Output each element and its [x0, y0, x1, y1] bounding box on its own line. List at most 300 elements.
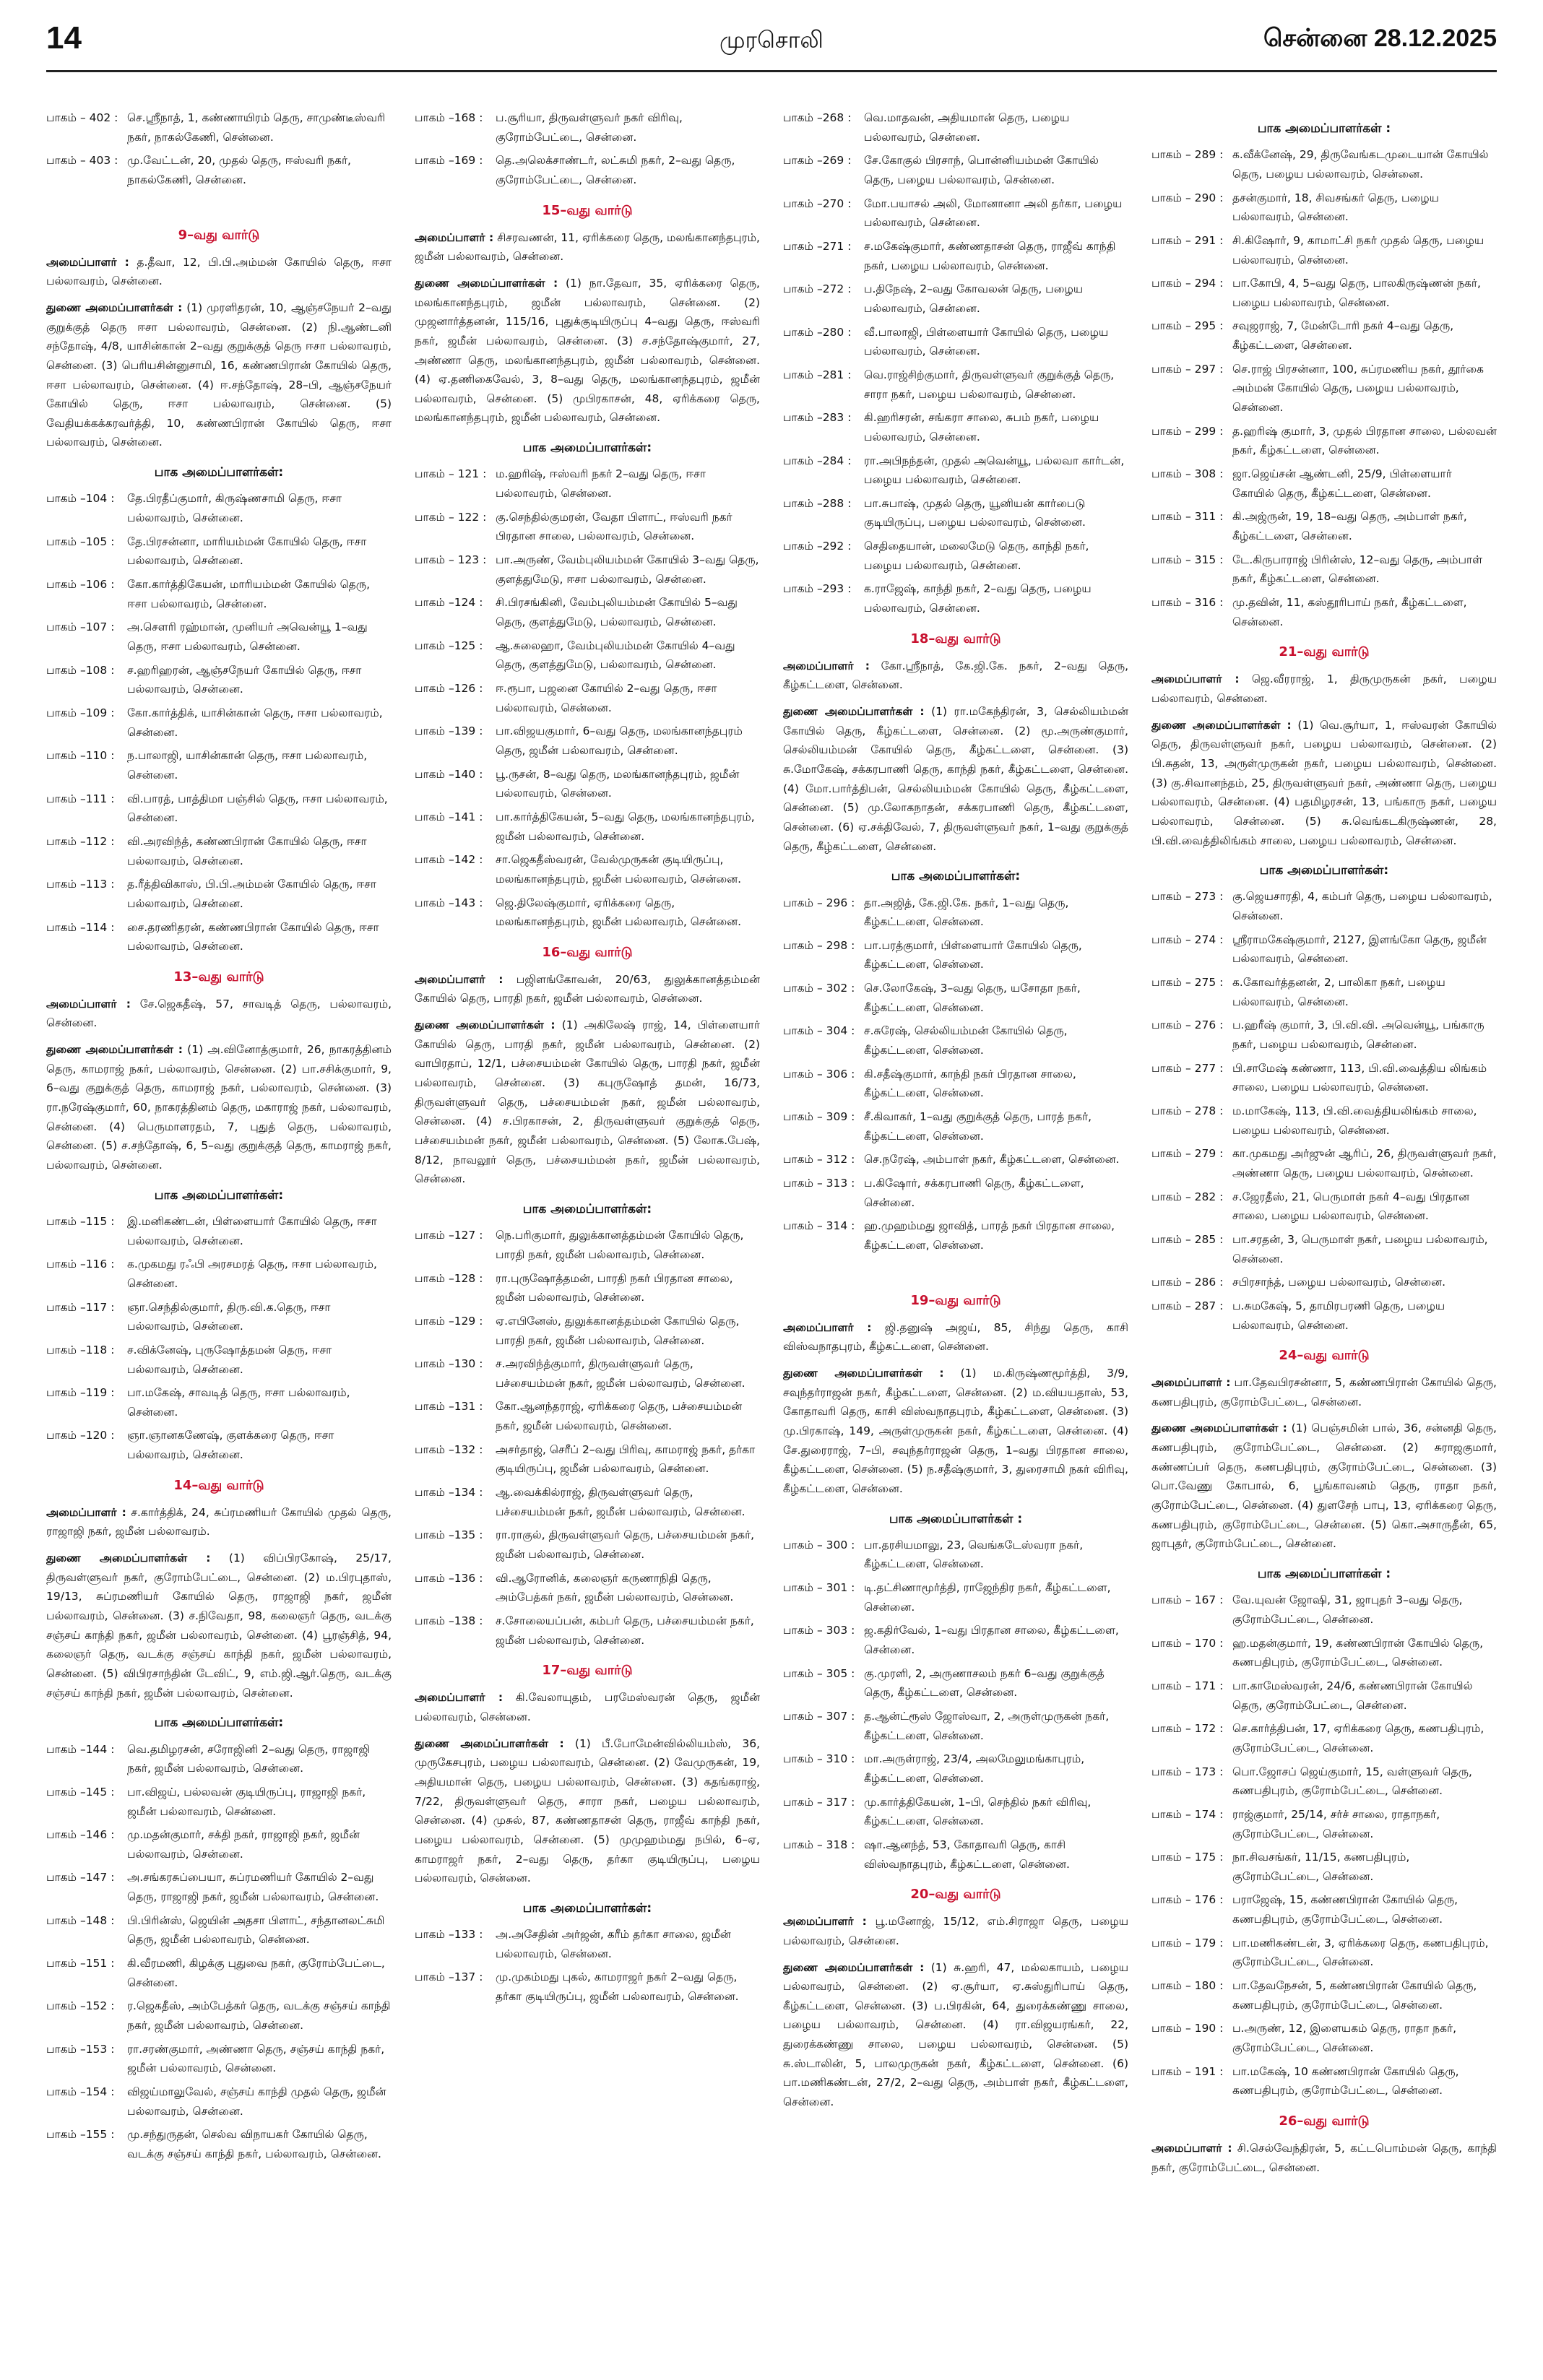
booth-entry	[415, 679, 760, 717]
deputy-organisers-paragraph	[783, 702, 1128, 856]
booth-organiser-address: பா.தரசியமாலு, 23, வெங்கடேஸ்வரா நகர், கீழ்கட்டளை, சென்னை.	[864, 1538, 1084, 1571]
ward-17	[415, 1660, 760, 1919]
booth-organiser-address: நா.சிவசங்கர், 11/15, கணபதிபுரம், குரோம்பேட்டை, சென்னை.	[1232, 1851, 1410, 1883]
booth-organiser-address: வி.ஆரோனிக், கலைஞர் கருணாநிதி தெரு, அம்பேத்கர் நகர், ஜமீன் பல்லாவரம், சென்னை.	[496, 1571, 734, 1604]
booth-organiser-address: செ.கார்த்திபன், 17, ஏரிக்கரை தெரு, கணபதிபுரம், குரோம்பேட்டை, சென்னை.	[1232, 1722, 1484, 1754]
booth-organiser-address: பா.மகேஷ், சாவடித் தெரு, ஈசா பல்லாவரம், சென்னை.	[127, 1386, 350, 1419]
booth-entry	[1151, 2019, 1497, 2057]
booth-number: பாகம் –155 :	[46, 2128, 115, 2142]
organiser-text: சே.ஜெகதீஷ், 57, சாவடித் தெரு, பல்லாவரம், சென்னை.	[46, 997, 392, 1030]
organiser-label: அமைப்பாளர் :	[415, 972, 503, 986]
booth-number: பாகம் – 307 :	[783, 1710, 855, 1723]
booth-number: பாகம் – 173 :	[1151, 1765, 1224, 1778]
booth-entry	[415, 550, 760, 589]
booth-number: பாகம் – 299 :	[1151, 424, 1224, 438]
booth-organiser-address: ச.அரவிந்த்குமார், திருவள்ளுவர் தெரு, பச்சையம்மன் நகர், ஜமீன் பல்லாவரம், சென்னை.	[496, 1357, 745, 1390]
booth-organiser-address: அ.அசேதின் அர்ஜன், கரீம் தர்கா சாலை, ஜமீன் பல்லாவரம், சென்னை.	[496, 1928, 731, 1960]
booth-organisers-subheading: பாக அமைப்பாளர்கள் :	[1257, 1567, 1391, 1582]
booth-organiser-address: பூ.ருசன், 8–வது தெரு, மலங்கானந்தபுரம், ஜமீன் பல்லாவரம், சென்னை.	[496, 767, 740, 800]
booth-entry	[46, 108, 392, 147]
booth-number: பாகம் –293 :	[783, 582, 852, 596]
booth-number: பாகம் –151 :	[46, 1957, 115, 1970]
booth-number: பாகம் – 297 :	[1151, 362, 1224, 376]
booth-number: பாகம் –169 :	[415, 154, 483, 168]
booth-entry	[46, 789, 392, 828]
booth-organiser-address: ச.மகேஷ்குமார், கண்ணதாசன் தெரு, ராஜீவ் காந்தி நகர், பழைய பல்லாவரம், சென்னை.	[864, 239, 1116, 272]
booth-entry	[783, 494, 1128, 532]
columns	[46, 108, 1497, 2362]
ward-13	[46, 966, 392, 1206]
booth-organiser-address: ம.ஹரிஷ், ஈஸ்வரி நகர் 2–வது தெரு, ஈசா பல்லாவரம், சென்னை.	[496, 467, 706, 501]
booth-entry	[1151, 1890, 1497, 1929]
booth-organiser-address: ரா.அபிநந்தன், முதல் அவென்யூ, பல்லவா கார்டன், பழைய பல்லாவரம், சென்னை.	[864, 454, 1125, 487]
booth-organiser-address: பா.தேவநேசன், 5, கண்ணபிரான் கோயில் தெரு, கணபதிபுரம், குரோம்பேட்டை, சென்னை.	[1232, 1979, 1477, 2012]
booth-number: பாகம் –139 :	[415, 724, 483, 738]
booth-organiser-address: டே.கிருபாராஜ் பிரின்ஸ், 12–வது தெரு, அம்பாள் நகர், கீழ்கட்டளை, சென்னை.	[1232, 553, 1483, 586]
booth-entry	[415, 1440, 760, 1479]
booth-number: பாகம் –269 :	[783, 154, 852, 168]
booth-entry	[46, 1868, 392, 1906]
list	[46, 1212, 392, 1465]
booth-number: பாகம் – 290 :	[1151, 191, 1224, 204]
booth-entry	[1151, 422, 1497, 460]
booth-number: பாகம் – 278 :	[1151, 1104, 1224, 1117]
booth-entry	[415, 593, 760, 631]
booth-number: பாகம் –137 :	[415, 1970, 483, 1984]
booth-organiser-address: பா.சரதன், 3, பெருமாள் நகர், பழைய பல்லாவரம், சென்னை.	[1232, 1232, 1488, 1265]
booth-entry	[46, 1996, 392, 2035]
booth-organiser-address: ச.ஜேரதீஸ், 21, பெருமாள் நகர் 4–வது பிரதான சாலை, பழைய பல்லாவரம், சென்னை.	[1232, 1190, 1470, 1223]
booth-number: பாகம் – 311 :	[1151, 510, 1224, 524]
booth-organiser-address: கோ.கார்த்திக், யாசின்கான் தெரு, ஈசா பல்லாவரம், சென்னை.	[127, 706, 383, 739]
booth-number: பாகம் –118 :	[46, 1343, 115, 1356]
booth-number: பாகம் – 312 :	[783, 1153, 855, 1167]
booth-entry	[415, 765, 760, 803]
booth-number: பாகம் –154 :	[46, 2085, 115, 2099]
booth-entry	[783, 979, 1128, 1017]
booth-organiser-address: மு.கார்த்திகேயன், 1–பி, செந்தில் நகர் விரிவு, கீழ்கட்டளை, சென்னை.	[864, 1795, 1092, 1828]
ward-heading: 17–வது வார்டு	[542, 1663, 633, 1679]
booth-organiser-address: வெ.ராஜ்சிற்குமார், திருவள்ளுவர் குறுக்குத் தெரு, சாரா நகர், பழைய பல்லாவரம், சென்னை.	[864, 368, 1115, 401]
booth-organiser-address: பி.பிரின்ஸ், ஜெயின் அதசா பிளாட், சந்தானலட்சுமி தெரு, ஜமீன் பல்லாவரம், சென்னை.	[127, 1913, 385, 1947]
booth-entry	[783, 451, 1128, 490]
booth-entry	[1151, 1187, 1497, 1226]
booth-organisers-subheading: பாக அமைப்பாளர்கள்:	[891, 869, 1021, 884]
organiser-paragraph	[46, 1503, 392, 1541]
organiser-paragraph	[415, 970, 760, 1008]
booth-organiser-address: பா.அருண், வேம்புலியம்மன் கோயில் 3–வது தெரு, குளத்துமேடு, ஈசா பல்லாவரம், சென்னை.	[496, 553, 759, 586]
booth-number: பாகம் – 122 :	[415, 510, 487, 524]
list	[783, 108, 1128, 618]
booth-number: பாகம் – 291 :	[1151, 233, 1224, 247]
ward-heading: 13–வது வார்டு	[173, 969, 264, 985]
booth-organiser-address: ஞா.ஞானகணேஷ், குளக்கரை தெரு, ஈசா பல்லாவரம், சென்னை.	[127, 1429, 334, 1462]
booth-entry	[1151, 507, 1497, 545]
booth-number: பாகம் – 302 :	[783, 982, 855, 995]
booth-entry	[46, 2082, 392, 2121]
booth-number: பாகம் – 167 :	[1151, 1593, 1224, 1607]
booth-organiser-address: தே.பிரதீப்குமார், கிருஷ்ணசாமி தெரு, ஈசா பல்லாவரம், சென்னை.	[127, 492, 342, 525]
deputy-organisers-paragraph	[415, 1016, 760, 1189]
booth-entry	[46, 1255, 392, 1293]
booth-entry	[783, 1793, 1128, 1831]
ward-24	[1151, 1345, 1497, 1585]
ward-21	[1151, 641, 1497, 881]
booth-number: பாகம் –145 :	[46, 1785, 115, 1799]
booth-number: பாகம் –108 :	[46, 663, 115, 677]
booth-organiser-address: ஜெ.திலேஷ்குமார், ஏரிக்கரை தெரு, மலங்கானந்தபுரம், ஜமீன் பல்லாவரம், சென்னை.	[496, 896, 742, 929]
booth-number: பாகம் – 175 :	[1151, 1851, 1224, 1864]
ward-18	[783, 628, 1128, 888]
deputy-organisers-label: துணை அமைப்பாளர்கள் :	[1151, 1421, 1287, 1435]
booth-organiser-address: ச.விக்னேஷ், புருஷோத்தமன் தெரு, ஈசா பல்லாவரம், சென்னை.	[127, 1343, 332, 1376]
booth-organiser-address: க.முகமது ரஃபி அரசமரத் தெரு, ஈசா பல்லாவரம், சென்னை.	[127, 1258, 377, 1290]
booth-entry	[415, 1312, 760, 1350]
booth-entry	[1151, 1297, 1497, 1335]
booth-organiser-address: ரா.புருஷோத்தமன், பாரதி நகர் பிரதான சாலை, ஜமீன் பல்லாவரம், சென்னை.	[496, 1271, 733, 1304]
booth-number: பாகம் –128 :	[415, 1271, 483, 1285]
booth-organiser-address: மோ.பயாசல் அலி, மோனானா அலி தர்கா, பழைய பல்லாவரம், சென்னை.	[864, 196, 1123, 230]
booth-number: பாகம் – 303 :	[783, 1624, 855, 1637]
booth-organiser-address: வெ.தமிழரசன், சரோஜினி 2–வது தெரு, ராஜாஜி நகர், ஜமீன் பல்லாவரம், சென்னை.	[127, 1742, 371, 1775]
deputy-organisers-paragraph	[46, 1040, 392, 1175]
booth-number: பாகம் – 179 :	[1151, 1936, 1224, 1950]
booth-number: பாகம் – 305 :	[783, 1666, 855, 1680]
booth-organisers-subheading: பாக அமைப்பாளர்கள்:	[522, 441, 652, 456]
booth-organiser-address: ப.திநேஷ், 2–வது கோவலன் தெரு, பழைய பல்லாவரம், சென்னை.	[864, 282, 1084, 315]
booth-number: பாகம் –271 :	[783, 239, 852, 253]
ward-9	[46, 225, 392, 484]
booth-entry	[783, 537, 1128, 575]
booth-organiser-address: கா.முகமது அர்ஜுன் ஆரிப், 26, திருவள்ளுவர் நகர், அண்ணா தெரு, பழைய பல்லாவரம், சென்னை.	[1232, 1147, 1497, 1180]
booth-organiser-address: செ.நரேஷ், அம்பாள் நகர், கீழ்கட்டளை, சென்னை.	[864, 1153, 1120, 1167]
deputy-organisers-paragraph	[783, 1364, 1128, 1499]
section-subheading: பாக அமைப்பாளர்கள் :	[1257, 121, 1391, 136]
booth-number: பாகம் –268 :	[783, 111, 852, 124]
booth-number: பாகம் – 317 :	[783, 1795, 855, 1809]
booth-entry	[46, 532, 392, 571]
booth-number: பாகம் –124 :	[415, 596, 483, 610]
booth-entry	[46, 1825, 392, 1864]
booth-number: பாகம் –133 :	[415, 1928, 483, 1942]
booth-organiser-address: தா.அஜித், கே.ஜி.கே. நகர், 1–வது தெரு, கீழ்கட்டளை, சென்னை.	[864, 896, 1069, 929]
organiser-text: த.தீவா, 12, பி.பி.அம்மன் கோயில் தெரு, ஈசா பல்லாவரம், சென்னை.	[46, 255, 392, 288]
booth-entry	[415, 1925, 760, 1963]
booth-organiser-address: க.ராஜேஷ், காந்தி நகர், 2–வது தெரு, பழைய பல்லாவரம், சென்னை.	[864, 582, 1092, 615]
booth-number: பாகம் – 296 :	[783, 896, 855, 909]
booth-number: பாகம் – 273 :	[1151, 890, 1224, 904]
booth-organiser-address: தெ.அலெக்சாண்டர், லட்சுமி நகர், 2–வது தெரு, குரோம்பேட்டை, சென்னை.	[496, 154, 735, 186]
booth-number: பாகம் –125 :	[415, 639, 483, 652]
booth-number: பாகம் –129 :	[415, 1314, 483, 1328]
booth-entry	[46, 746, 392, 784]
booth-organiser-address: மு.வேட்டன், 20, முதல் தெரு, ஈஸ்வரி நகர், நாகல்கேணி, சென்னை.	[127, 154, 351, 186]
column-4	[1151, 108, 1497, 2362]
booth-number: பாகம் –115 :	[46, 1214, 115, 1228]
booth-number: பாகம் –114 :	[46, 920, 115, 934]
booth-number: பாகம் –117 :	[46, 1300, 115, 1314]
booth-organiser-address: இ.மனிகண்டன், பிள்ளையார் கோயில் தெரு, ஈசா பல்லாவரம், சென்னை.	[127, 1214, 377, 1247]
booth-number: பாகம் –140 :	[415, 767, 483, 781]
booth-organiser-address: கி.அஜ்ருன், 19, 18–வது தெரு, அம்பாள் நகர், கீழ்கட்டளை, சென்னை.	[1232, 510, 1467, 543]
booth-entry	[783, 1021, 1128, 1060]
deputy-organisers-text: (1) ரா.மகேந்திரன், 3, செல்லியம்மன் கோயில் தெரு, கீழ்கட்டளை, சென்னை. (2) மூ.அருண்குமார், செல்லியம்மன் கோயில் தெரு, கீழ்கட்டளை, சென்னை. (3) சு.மோகேஷ், சக்கரபாணி தெரு, காந்தி நகர், கீழ்கட்டளை, சென்னை. (4) மோ.பார்த்திபன், செல்லியம்மன் கோயில் தெரு, கீழ்கட்டளை, சென்னை. (5) மு.லோகநாதன், சக்கரபாணி தெரு, கீழ்கட்டளை, சென்னை. (6) ஏ.சக்திவேல், 7, திருவள்ளுவர் நகர், 1–வது குறுக்குத் தெரு, கீழ்கட்டளை, சென்னை.	[783, 705, 1128, 853]
booth-organiser-address: ப.சுமகேஷ், 5, தாமிரபரணி தெரு, பழைய பல்லாவரம், சென்னை.	[1232, 1299, 1445, 1332]
deputy-organisers-text: (1) வெ.சூர்யா, 1, ஈஸ்வரன் கோயில் தெரு, திருவள்ளுவர் நகர், பழைய பல்லாவரம், சென்னை. (2) பி.சுதன், 13, அருள்முருகன் நகர், பழைய பல்லாவரம், சென்னை. (3) கு.சிவானந்தம், 25, திருவள்ளுவர் நகர், அண்ணா தெரு, பழைய பல்லாவரம், சென்னை. (4) பதமிழரசன், 13, பங்காரு நகர், பழைய பல்லாவரம், சென்னை. (5) சு.வெங்கடகிருஷ்ணன், 28, பி.வி.வைத்திலிங்கம் சாலை, பழைய பல்லாவரம், சென்னை.	[1151, 718, 1497, 847]
booth-number: பாகம் –283 :	[783, 411, 852, 425]
booth-entry	[1151, 887, 1497, 925]
booth-organiser-address: ஹ.முஹம்மது ஜாவித், பாரத் நகர் பிரதான சாலை, கீழ்கட்டளை, சென்னை.	[864, 1219, 1115, 1252]
booth-entry	[783, 1835, 1128, 1874]
booth-entry	[415, 722, 760, 760]
booth-entry	[783, 1536, 1128, 1574]
booth-organiser-address: கோ.ஆனந்தராஜ், ஏரிக்கரை தெரு, பச்சையம்மன் நகர், ஜமீன் பல்லாவரம், சென்னை.	[496, 1400, 743, 1433]
booth-number: பாகம் – 172 :	[1151, 1722, 1224, 1736]
organiser-text: ஜி.தனுஷ் அஜய், 85, சிந்து தெரு, காசி விஸ்வநாதபுரம், கீழ்கட்டளை, சென்னை.	[783, 1320, 1128, 1354]
column-1	[46, 108, 392, 2362]
booth-organiser-address: பா.விஜயகுமார், 6–வது தெரு, மலங்கானந்தபுரம் தெரு, ஜமீன் பல்லாவரம், சென்னை.	[496, 724, 743, 757]
booth-number: பாகம் –288 :	[783, 496, 852, 510]
organiser-label: அமைப்பாளர் :	[783, 1915, 867, 1929]
booth-entry	[783, 108, 1128, 147]
booth-number: பாகம் – 298 :	[783, 938, 855, 952]
booth-entry	[46, 832, 392, 870]
booth-organiser-address: மு.மதன்குமார், சக்தி நகர், ராஜாஜி நகர், ஜமீன் பல்லாவரம், சென்னை.	[127, 1828, 360, 1861]
booth-entry	[783, 1749, 1128, 1788]
deputy-organisers-label: துணை அமைப்பாளர்கள் :	[46, 300, 183, 314]
booth-entry	[783, 579, 1128, 618]
ward-heading: 18–வது வார்டு	[910, 631, 1001, 646]
list	[46, 489, 392, 956]
ward-15	[415, 200, 760, 459]
column-2	[415, 108, 760, 2362]
booth-entry	[1151, 231, 1497, 269]
booth-entry	[1151, 1762, 1497, 1801]
booth-entry	[46, 875, 392, 913]
list	[1151, 887, 1497, 1335]
booth-number: பாகம் – 170 :	[1151, 1636, 1224, 1650]
booth-number: பாகம் –144 :	[46, 1742, 115, 1756]
ward-heading: 15–வது வார்டு	[542, 202, 633, 218]
booth-entry	[46, 1212, 392, 1250]
booth-organiser-address: செ.லோகேஷ், 3–வது தெரு, யசோதா நகர், கீழ்கட்டளை, சென்னை.	[864, 982, 1081, 1014]
booth-number: பாகம் –106 :	[46, 578, 115, 591]
booth-entry	[1151, 316, 1497, 355]
booth-number: பாகம் –112 :	[46, 834, 115, 848]
booth-organiser-address: கி.ஹரிசரன், சங்கரா சாலை, சுபம் நகர், பழைய பல்லாவரம், சென்னை.	[864, 411, 1099, 443]
booth-entry	[1151, 464, 1497, 503]
organiser-label: அமைப்பாளர் :	[46, 997, 131, 1011]
booth-number: பாகம் –111 :	[46, 792, 115, 805]
ward-heading: 14–வது வார்டு	[173, 1477, 264, 1493]
booth-entry	[1151, 1805, 1497, 1843]
list	[415, 464, 760, 931]
booth-entry	[46, 661, 392, 699]
booth-organiser-address: ப.அருண், 12, இளையகம் தெரு, ராதா நகர், குரோம்பேட்டை, சென்னை.	[1232, 2022, 1457, 2055]
deputy-organisers-label: துணை அமைப்பாளர்கள் :	[415, 276, 558, 290]
booth-number: பாகம் – 318 :	[783, 1838, 855, 1851]
booth-organiser-address: பராஜேஷ், 15, கண்ணபிரான் கோயில் தெரு, கணபதிபுரம், குரோம்பேட்டை, சென்னை.	[1232, 1893, 1458, 1926]
booth-organiser-address: ஆ.வைக்கில்ராஜ், திருவள்ளுவர் தெரு, பச்சையம்மன் நகர், ஜமீன் பல்லாவரம், சென்னை.	[496, 1486, 745, 1518]
booth-organiser-address: ஞா.செந்தில்குமார், திரு.வி.க.தெரு, ஈசா பல்லாவரம், சென்னை.	[127, 1300, 331, 1333]
booth-organiser-address: சி.கிஷோர், 9, காமாட்சி நகர் முதல் தெரு, பழைய பல்லாவரம், சென்னை.	[1232, 233, 1484, 267]
booth-entry	[1151, 550, 1497, 589]
booth-organiser-address: பா.கார்த்திகேயன், 5–வது தெரு, மலங்கானந்தபுரம், ஜமீன் பல்லாவரம், சென்னை.	[496, 810, 755, 843]
deputy-organisers-text: (1) சு.ஹரி, 47, மல்லகாயம், பழைய பல்லாவரம், சென்னை. (2) ஏ.சூர்யா, ஏ.சுஸ்துரிபாய் தெரு, கீழ்கட்டளை, சென்னை. (3) ப.பிரகின், 64, துரைக்கண்ணு சாலை, பழைய பல்லாவரம், சென்னை. (4) ரா.விஜயரங்கர், 22, துரைக்கண்ணு சாலை, பழைய பல்லாவரம், சென்னை. (5) சு.ஸ்டாலின், 5, பாலமுருகன் நகர், கீழ்கட்டளை, சென்னை. (6) பா.மணிகண்டன், 27/2, 2–வது தெரு, அம்பாள் நகர், கீழ்கட்டளை, சென்னை.	[783, 1960, 1128, 2109]
booth-organiser-address: கு.ஜெயசாரதி, 4, கம்பர் தெரு, பழைய பல்லாவரம், சென்னை.	[1232, 890, 1492, 923]
booth-number: பாகம் –270 :	[783, 196, 852, 210]
list	[46, 108, 392, 190]
deputy-organisers-label: துணை அமைப்பாளர்கள் :	[783, 705, 925, 719]
booth-number: பாகம் –152 :	[46, 1999, 115, 2013]
booth-entry	[783, 1174, 1128, 1212]
booth-entry	[783, 1107, 1128, 1146]
booth-number: பாகம் –107 :	[46, 620, 115, 634]
booth-number: பாகம் –130 :	[415, 1357, 483, 1371]
organiser-text: ஜெ.வீரராஜ், 1, திருமுருகன் நகர், பழைய பல்லாவரம், சென்னை.	[1151, 672, 1497, 705]
deputy-organisers-label: துணை அமைப்பாளர்கள் :	[783, 1960, 925, 1974]
booth-number: பாகம் –132 :	[415, 1442, 483, 1456]
booth-organiser-address: சை.தரணிதரன், கண்ணபிரான் கோயில் தெரு, ஈசா பல்லாவரம், சென்னை.	[127, 920, 379, 953]
ward-19	[783, 1290, 1128, 1530]
booth-number: பாகம் – 275 :	[1151, 976, 1224, 990]
organiser-text: ச.கார்த்திக், 24, சுப்ரமணியர் கோயில் முதல் தெரு, ராஜாஜி நகர், ஜமீன் பல்லாவரம்.	[46, 1505, 392, 1539]
booth-number: பாகம் –110 :	[46, 749, 115, 763]
booth-entry	[783, 408, 1128, 446]
booth-organiser-address: ம.மாகேஷ், 113, பி.வி.வைத்தியலிங்கம் சாலை, பழைய பல்லாவரம், சென்னை.	[1232, 1104, 1477, 1137]
booth-organisers-subheading: பாக அமைப்பாளர்கள்:	[154, 1187, 284, 1203]
booth-number: பாகம் – 277 :	[1151, 1061, 1224, 1075]
ward-heading: 24–வது வார்டு	[1279, 1348, 1370, 1364]
booth-entry	[1151, 930, 1497, 969]
booth-number: பாகம் –135 :	[415, 1528, 483, 1542]
booth-number: பாகம் – 403 :	[46, 154, 118, 168]
booth-entry	[415, 893, 760, 932]
organiser-text: பஜிளங்கோவன், 20/63, துலுக்கானத்தம்மன் கோயில் தெரு, பாரதி நகர், ஜமீன் பல்லாவரம், சென்னை.	[415, 972, 760, 1005]
booth-organiser-address: சே.கோகுல் பிரசாந், பொன்னியம்மன் கோயில் தெரு, பழைய பல்லாவரம், சென்னை.	[864, 154, 1099, 186]
booth-number: பாகம் –280 :	[783, 325, 852, 339]
booth-number: பாகம் –148 :	[46, 1913, 115, 1927]
ward-heading: 19–வது வார்டு	[910, 1292, 1001, 1308]
booth-number: பாகம் –136 :	[415, 1571, 483, 1585]
booth-number: பாகம் – 306 :	[783, 1067, 855, 1081]
booth-organiser-address: ச.சுரேஷ், செல்லியம்மன் கோயில் தெரு, கீழ்கட்டளை, சென்னை.	[864, 1024, 1068, 1057]
booth-entry	[46, 151, 392, 189]
booth-number: பாகம் –141 :	[415, 810, 483, 823]
booth-number: பாகம் – 279 :	[1151, 1147, 1224, 1161]
booth-organiser-address: பா.கோபி, 4, 5–வது தெரு, பாலகிருஷ்ணன் நகர், பழைய பல்லாவரம், சென்னை.	[1232, 277, 1481, 309]
booth-number: பாகம் – 287 :	[1151, 1299, 1224, 1312]
booth-entry	[46, 704, 392, 742]
organiser-label: அமைப்பாளர் :	[783, 659, 870, 672]
organiser-label: அமைப்பாளர் :	[415, 1691, 503, 1705]
deputy-organisers-label: துணை அமைப்பாளர்கள் :	[46, 1043, 183, 1057]
deputy-organisers-label: துணை அமைப்பாளர்கள் :	[1151, 718, 1292, 732]
booth-number: பாகம் –146 :	[46, 1828, 115, 1842]
booth-number: பாகம் –143 :	[415, 896, 483, 909]
booth-entry	[1151, 274, 1497, 312]
booth-organiser-address: ஹ.மதன்குமார், 19, கண்ணபிரான் கோயில் தெரு, கணபதிபுரம், குரோம்பேட்டை, சென்னை.	[1232, 1636, 1484, 1669]
booth-organiser-address: ஸ்ரீராமகேஷ்குமார், 2127, இளங்கோ தெரு, ஜமீன் பல்லாவரம், சென்னை.	[1232, 932, 1487, 966]
booth-entry	[1151, 2062, 1497, 2100]
deputy-organisers-paragraph	[1151, 716, 1497, 851]
organiser-label: அமைப்பாளர் :	[415, 230, 494, 244]
booth-entry	[1151, 1102, 1497, 1140]
booth-entry	[415, 108, 760, 147]
booth-organiser-address: வி.அரவிந்த், கண்ணபிரான் கோயில் தெரு, ஈசா பல்லாவரம், சென்னை.	[127, 834, 367, 867]
city-date: சென்னை 28.12.2025	[1263, 25, 1497, 52]
list	[46, 1740, 392, 2164]
organiser-paragraph	[46, 253, 392, 291]
booth-number: பாகம் – 294 :	[1151, 277, 1224, 290]
booth-entry	[1151, 1976, 1497, 2015]
booth-number: பாகம் – 285 :	[1151, 1232, 1224, 1246]
masthead	[46, 20, 1497, 72]
booth-entry	[1151, 1848, 1497, 1886]
booth-entry	[415, 1569, 760, 1607]
booth-organiser-address: மு.தவின், 11, கஸ்தூரிபாய் நகர், கீழ்கட்டளை, சென்னை.	[1232, 596, 1467, 628]
booth-entry	[783, 1150, 1128, 1169]
booth-organiser-address: ர.ஜெகதீஸ், அம்பேத்கர் தெரு, வடக்கு சஞ்சய் காந்தி நகர், ஜமீன் பல்லாவரம், சென்னை.	[127, 1999, 391, 2033]
deputy-organisers-label: துணை அமைப்பாளர்கள் :	[415, 1018, 556, 1032]
booth-number: பாகம் –126 :	[415, 681, 483, 695]
booth-organiser-address: சா.ஜெகதீஸ்வரன், வேல்முருகன் குடியிருப்பு, மலங்கானந்தபுரம், ஜமீன் பல்லாவரம், சென்னை.	[496, 853, 742, 886]
booth-organiser-address: பா.பரத்குமார், பிள்ளையார் கோயில் தெரு, கீழ்கட்டளை, சென்னை.	[864, 938, 1082, 972]
booth-number: பாகம் –105 :	[46, 535, 115, 548]
booth-organiser-address: ஜ.கதிர்வேல், 1–வது பிரதான சாலை, கீழ்கட்டளை, சென்னை.	[864, 1624, 1119, 1657]
booth-number: பாகம் – 402 :	[46, 111, 118, 124]
booth-number: பாகம் – 304 :	[783, 1024, 855, 1038]
booth-entry	[1151, 973, 1497, 1011]
deputy-organisers-paragraph	[46, 298, 392, 452]
booth-number: பாகம் –142 :	[415, 853, 483, 867]
booth-entry	[1151, 360, 1497, 417]
deputy-organisers-text: (1) நா.தேவா, 35, ஏரிக்கரை தெரு, மலங்கானந்தபுரம், ஜமீன் பல்லாவரம், சென்னை. (2) முஜனார்த்தனன், 115/16, புதுக்குடியிருப்பு 4–வது தெரு, ஈஸ்வரி நகர், ஜமீன் பல்லாவரம், சென்னை. (3) ச.சந்தோஷ்குமார், 27, அண்ணா தெரு, மலங்கானந்தபுரம், ஜமீன் பல்லாவரம், சென்னை. (4) ஏ.தணிகைவேல், 3, 8–வது தெரு, மலங்கானந்தபுரம், ஜமீன் பல்லாவரம், சென்னை. (5) முபிரகாசன், 48, ஏரிக்கரை தெரு, மலங்கானந்தபுரம், ஜமீன் பல்லாவரம், சென்னை.	[415, 276, 760, 425]
booth-entry	[415, 636, 760, 675]
booth-number: பாகம் –113 :	[46, 878, 115, 891]
booth-organiser-address: சீ.கிவாகர், 1–வது குறுக்குத் தெரு, பாரத் நகர், கீழ்கட்டளை, சென்னை.	[864, 1110, 1092, 1143]
organiser-label: அமைப்பாளர் :	[46, 255, 129, 269]
booth-organiser-address: தே.பிரசன்னா, மாரியம்மன் கோயில் தெரு, ஈசா பல்லாவரம், சென்னை.	[127, 535, 367, 568]
booth-number: பாகம் –147 :	[46, 1871, 115, 1884]
deputy-organisers-text: (1) அ.வினோத்குமார், 26, நாகரத்தினம் தெரு, காமராஜ் நகர், பல்லாவரம், சென்னை. (2) பா.சசிக்குமார், 9, 6–வது குறுக்குத் தெரு, காமராஜ் நகர், பல்லாவரம், சென்னை. (3) ரா.நரேஷ்குமார், 60, நாகரத்தினம் தெரு, மகாராஜ் நகர், பல்லாவரம், சென்னை. (4) பெருமாளரதம், 7, புதுத் தெரு, பல்லாவரம், சென்னை. (5) ச.சந்தோஷ், 6, 5–வது குறுக்குத் தெரு, காமராஜ் நகர், பல்லாவரம், சென்னை.	[46, 1043, 392, 1172]
deputy-organisers-paragraph	[1151, 1419, 1497, 1554]
booth-entry	[783, 893, 1128, 932]
booth-organiser-address: டி.தட்சிணாமூர்த்தி, ராஜேந்திர நகர், கீழ்கட்டளை, சென்னை.	[864, 1581, 1111, 1614]
booth-entry	[1151, 189, 1497, 227]
list	[415, 108, 760, 190]
booth-number: பாகம் – 313 :	[783, 1177, 855, 1190]
booth-organisers-subheading: பாக அமைப்பாளர்கள்:	[522, 1900, 652, 1916]
organiser-text: சி.செல்வேந்திரன், 5, கட்டபொம்மன் தெரு, காந்தி நகர், குரோம்பேட்டை, சென்னை.	[1151, 2142, 1497, 2174]
booth-number: பாகம் – 180 :	[1151, 1979, 1224, 1993]
organiser-paragraph	[46, 995, 392, 1033]
booth-number: பாகம் –281 :	[783, 368, 852, 381]
booth-entry	[415, 850, 760, 888]
booth-entry	[1151, 1144, 1497, 1182]
booth-organiser-address: த.ஹரிஷ் குமார், 3, முதல் பிரதான சாலை, பல்லவன் நகர், கீழ்கட்டளை, சென்னை.	[1232, 424, 1497, 457]
deputy-organisers-text: (1) முரளிதரன், 10, ஆஞ்சநேயர் 2–வது குறுக்குத் தெரு ஈசா பல்லாவரம், சென்னை. (2) நி.ஆண்டனி சந்தோஷ், 4/8, யாசின்கான் 2–வது குறுக்குத் தெரு ஈசா பல்லாவரம், சென்னை. (3) பெரியசின்னுசாமி, 16, கண்ணபிரான் கோயில் தெரு, ஈசா பல்லாவரம், சென்னை. (4) ஈ.சந்தோஷ், 28–பி, ஆஞ்சநேயர் கோயில் தெரு, ஈசா பல்லாவரம், சென்னை. (5) வேதியக்கக்கரவர்த்தி, 10, கண்ணபிரான் கோயில் தெரு, ஈசா பல்லாவரம், சென்னை.	[46, 300, 392, 449]
booth-organiser-address: ரா.ராகுல், திருவள்ளுவர் தெரு, பச்சையம்மன் நகர், ஜமீன் பல்லாவரம், சென்னை.	[496, 1528, 755, 1562]
booth-entry	[46, 575, 392, 613]
booth-entry	[1151, 145, 1497, 183]
booth-entry	[46, 1341, 392, 1379]
booth-organiser-address: பி.சாமேஷ் கண்ணா, 113, பி.வி.வைத்திய லிங்கம் சாலை, பழைய பல்லாவரம், சென்னை.	[1232, 1061, 1487, 1094]
booth-entry	[46, 1298, 392, 1336]
booth-number: பாகம் – 174 :	[1151, 1807, 1224, 1821]
booth-entry	[46, 1740, 392, 1778]
deputy-organisers-label: துணை அமைப்பாளர்கள் :	[415, 1736, 564, 1750]
